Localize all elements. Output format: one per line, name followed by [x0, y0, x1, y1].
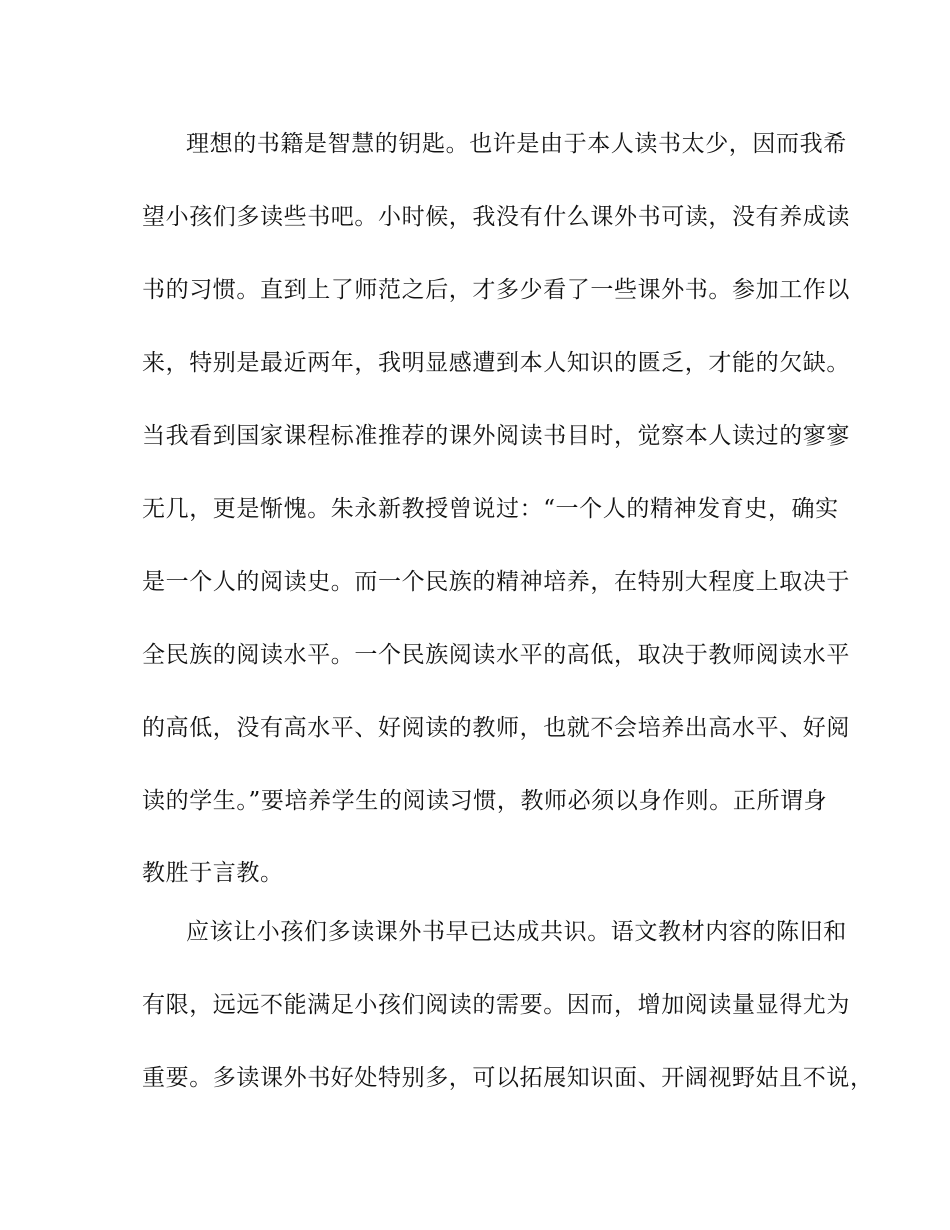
- paragraph-1-line-3: 书的习惯。直到上了师范之后，才多少看了一些课外书。参加工作以: [142, 277, 850, 303]
- paragraph-1-line-7: 是一个人的阅读史。而一个民族的精神培养，在特别大程度上取决于: [142, 569, 850, 595]
- paragraph-2-line-3: 重要。多读课外书好处特别多，可以拓展知识面、开阔视野姑且不说，: [142, 1065, 874, 1091]
- paragraph-2-line-2: 有限，远远不能满足小孩们阅读的需要。因而，增加阅读量显得尤为: [142, 992, 850, 1018]
- paragraph-1-line-5: 当我看到国家课程标准推荐的课外阅读书目时，觉察本人读过的寥寥: [142, 423, 850, 449]
- paragraph-1-line-2: 望小孩们多读些书吧。小时候，我没有什么课外书可读，没有养成读: [142, 204, 850, 230]
- paragraph-1-line-6: 无几，更是惭愧。朱永新教授曾说过：“一个人的精神发育史，确实: [142, 496, 839, 522]
- paragraph-2-line-1: 应该让小孩们多读课外书早已达成共识。语文教材内容的陈旧和: [186, 919, 847, 945]
- paragraph-1-line-4: 来，特别是最近两年，我明显感遭到本人知识的匮乏，才能的欠缺。: [142, 350, 850, 376]
- paragraph-1-line-9: 的高低，没有高水平、好阅读的教师，也就不会培养出高水平、好阅: [142, 715, 850, 741]
- paragraph-1-line-11: 教胜于言教。: [142, 860, 284, 886]
- paragraph-1-line-10: 读的学生。”要培养学生的阅读习惯，教师必须以身作则。正所谓身: [142, 788, 828, 814]
- paragraph-1-line-8: 全民族的阅读水平。一个民族阅读水平的高低，取决于教师阅读水平: [142, 642, 850, 668]
- paragraph-1-line-1: 理想的书籍是智慧的钥匙。也许是由于本人读书太少，因而我希: [186, 131, 847, 157]
